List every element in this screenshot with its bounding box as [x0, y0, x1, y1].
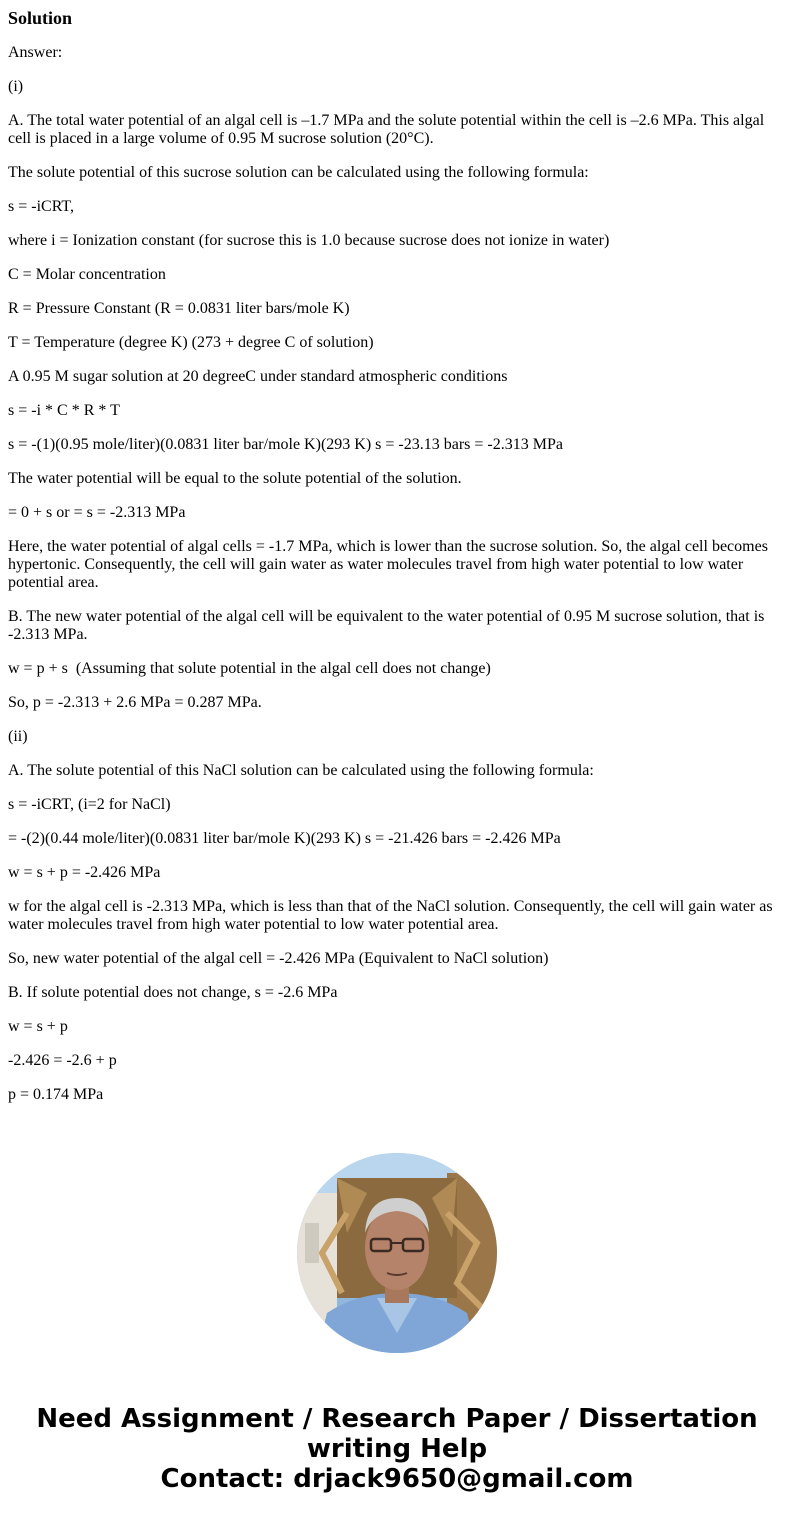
document-body [8, 0, 780, 1104]
paragraph: (i) [8, 78, 24, 95]
promo-footer [0, 1404, 794, 1494]
paragraph: A. The total water potential of an algal cell is –1.7 MPa and the solute potential within the cell is –2.6 MPa. This algal cell is placed in a large volume of 0.95 M sucrose solution (20°C). [8, 112, 769, 147]
paragraph: C = Molar concentration [8, 266, 166, 283]
paragraph: = -(2)(0.44 mole/liter)(0.0831 liter bar/mole K)(293 K) s = -21.426 bars = -2.426 MPa [8, 830, 561, 847]
paragraph: R = Pressure Constant (R = 0.0831 liter bars/mole K) [8, 300, 350, 317]
author-portrait-image [297, 1153, 497, 1353]
paragraph: B. If solute potential does not change, s = -2.6 MPa [8, 984, 338, 1001]
paragraph: w = s + p = -2.426 MPa [8, 864, 161, 881]
paragraph: s = -iCRT, [8, 198, 74, 215]
paragraph: = 0 + s or = s = -2.313 MPa [8, 504, 186, 521]
paragraph: The water potential will be equal to the solute potential of the solution. [8, 470, 462, 487]
contact-line: Contact: drjack9650@gmail.com [160, 1464, 634, 1494]
paragraph: (ii) [8, 728, 28, 745]
paragraph: T = Temperature (degree K) (273 + degree C of solution) [8, 334, 374, 351]
paragraph: So, p = -2.313 + 2.6 MPa = 0.287 MPa. [8, 694, 262, 711]
paragraph: Here, the water potential of algal cells = -1.7 MPa, which is lower than the sucrose solution. So, the algal cell becomes hypertonic. Consequently, the cell will gain water as water molecules travel from high water potential to low water potential area. [8, 538, 772, 591]
page-title: Solution [8, 8, 73, 28]
paragraph: w = s + p [8, 1018, 68, 1035]
promo-line-1: Need Assignment / Research Paper / Dissertation [36, 1404, 758, 1434]
paragraph: s = -(1)(0.95 mole/liter)(0.0831 liter bar/mole K)(293 K) s = -23.13 bars = -2.313 MPa [8, 436, 563, 453]
paragraph: where i = Ionization constant (for sucrose this is 1.0 because sucrose does not ionize in water) [8, 232, 610, 249]
paragraph: A 0.95 M sugar solution at 20 degreeC under standard atmospheric conditions [8, 368, 508, 385]
paragraph: B. The new water potential of the algal cell will be equivalent to the water potential of 0.95 M sucrose solution, that is -2.313 MPa. [8, 608, 769, 643]
paragraph: The solute potential of this sucrose solution can be calculated using the following formula: [8, 164, 589, 181]
paragraph: So, new water potential of the algal cell = -2.426 MPa (Equivalent to NaCl solution) [8, 950, 549, 967]
author-photo [297, 1153, 497, 1353]
paragraph: s = -iCRT, (i=2 for NaCl) [8, 796, 171, 813]
paragraph: p = 0.174 MPa [8, 1086, 104, 1103]
paragraph: s = -i * C * R * T [8, 402, 120, 419]
paragraph: Answer: [8, 44, 63, 61]
paragraph-list [8, 44, 780, 1104]
paragraph: -2.426 = -2.6 + p [8, 1052, 117, 1069]
paragraph: A. The solute potential of this NaCl solution can be calculated using the following formula: [8, 762, 594, 779]
paragraph: w = p + s (Assuming that solute potential in the algal cell does not change) [8, 660, 491, 677]
promo-line-2: writing Help [306, 1434, 488, 1464]
paragraph: w for the algal cell is -2.313 MPa, which is less than that of the NaCl solution. Consequently, the cell will gain water as water molecules travel from high water potential to low water potential area. [8, 898, 777, 933]
